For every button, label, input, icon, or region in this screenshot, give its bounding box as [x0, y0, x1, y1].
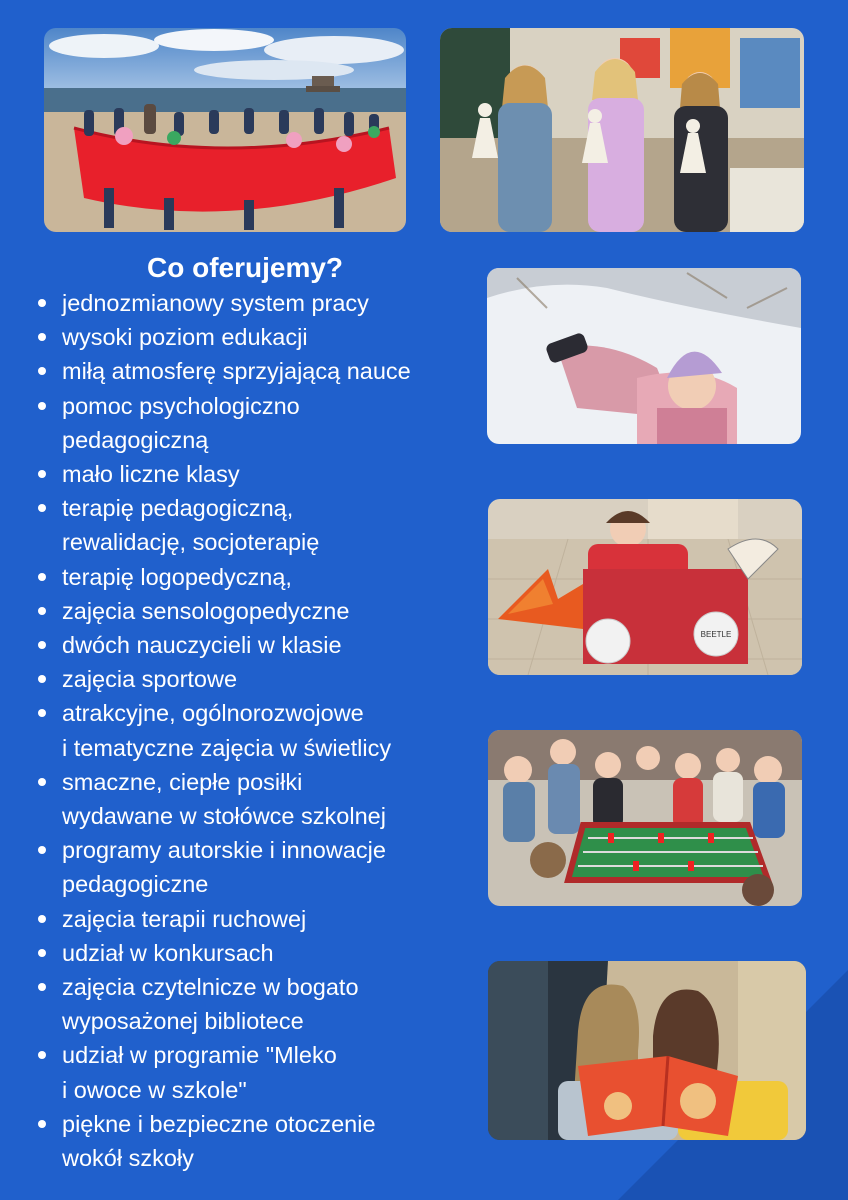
offer-item	[30, 286, 480, 320]
bullet-icon	[38, 1051, 46, 1059]
offer-item	[30, 970, 480, 1038]
offer-item	[30, 389, 480, 457]
offer-item-text: i owoce w szkole"	[62, 1076, 247, 1103]
offer-item-text: wyposażonej bibliotece	[62, 1008, 304, 1035]
offer-item-text: wokół szkoły	[62, 1145, 194, 1172]
offer-item-text: terapię pedagogiczną,	[62, 495, 294, 522]
bullet-icon	[38, 915, 46, 923]
photo-girls-reading	[488, 961, 806, 1140]
offer-item-text: wydawane w stołówce szkolnej	[62, 803, 386, 830]
offer-item-text: pedagogiczną	[62, 426, 209, 453]
bullet-icon	[38, 607, 46, 615]
offer-item-text: piękne i bezpieczne otoczenie	[62, 1110, 376, 1137]
bullet-icon	[38, 299, 46, 307]
offer-item-text: rewalidację, socjoterapię	[62, 529, 320, 556]
offer-item-text: udział w konkursach	[62, 939, 274, 966]
offer-item-text: smaczne, ciepłe posiłki	[62, 768, 303, 795]
offer-item-text: mało liczne klasy	[62, 461, 240, 488]
offer-item	[30, 936, 480, 970]
offer-item-text: zajęcia sportowe	[62, 666, 238, 693]
photo-classroom-yarn-dolls	[440, 28, 804, 232]
offer-item-text: zajęcia sensologopedyczne	[62, 597, 350, 624]
offer-item	[30, 902, 480, 936]
offer-item-text: miłą atmosferę sprzyjającą nauce	[62, 358, 411, 385]
bullet-icon	[38, 367, 46, 375]
offer-item	[30, 662, 480, 696]
offer-item	[30, 594, 480, 628]
offer-item	[30, 696, 480, 764]
offers-list	[30, 286, 480, 1175]
offer-item-text: wysoki poziom edukacji	[62, 324, 308, 351]
offer-item-text: programy autorskie i innowacje	[62, 837, 386, 864]
offer-item-text: pedagogiczne	[62, 871, 209, 898]
bullet-icon	[38, 675, 46, 683]
offer-item-text: zajęcia terapii ruchowej	[62, 905, 307, 932]
offer-item-text: terapię logopedyczną,	[62, 563, 292, 590]
offer-item-text: zajęcia czytelnicze w bogato	[62, 974, 359, 1001]
page-title: Co oferujemy?	[147, 252, 344, 283]
offer-item	[30, 628, 480, 662]
offer-item	[30, 833, 480, 901]
bullet-icon	[38, 402, 46, 410]
offer-item	[30, 320, 480, 354]
offer-item	[30, 1107, 480, 1175]
offer-item-text: pomoc psychologiczno	[62, 392, 300, 419]
photo-girl-sledding	[487, 268, 801, 444]
offer-item	[30, 457, 480, 491]
bullet-icon	[38, 778, 46, 786]
bullet-icon	[38, 983, 46, 991]
bullet-icon	[38, 470, 46, 478]
bullet-icon	[38, 573, 46, 581]
bullet-icon	[38, 846, 46, 854]
offer-item	[30, 1038, 480, 1106]
bullet-icon	[38, 641, 46, 649]
bullet-icon	[38, 1120, 46, 1128]
offer-item-text: jednozmianowy system pracy	[62, 290, 369, 316]
car-sign-text: BEETLE	[700, 630, 732, 639]
bullet-icon	[38, 504, 46, 512]
offer-item	[30, 560, 480, 594]
offer-item-text: udział w programie "Mleko	[62, 1042, 337, 1069]
offer-item	[30, 354, 480, 388]
bullet-icon	[38, 709, 46, 717]
offer-item-text: i tematyczne zajęcia w świetlicy	[62, 734, 392, 761]
offer-item-text: dwóch nauczycieli w klasie	[62, 632, 342, 659]
bullet-icon	[38, 949, 46, 957]
photo-beach-parachute	[44, 28, 406, 232]
offer-item	[30, 491, 480, 559]
photo-boy-cardboard-car	[488, 499, 802, 675]
bullet-icon	[38, 333, 46, 341]
photo-kids-foosball	[488, 730, 802, 906]
offer-item-text: atrakcyjne, ogólnorozwojowe	[62, 700, 364, 727]
offer-item	[30, 765, 480, 833]
